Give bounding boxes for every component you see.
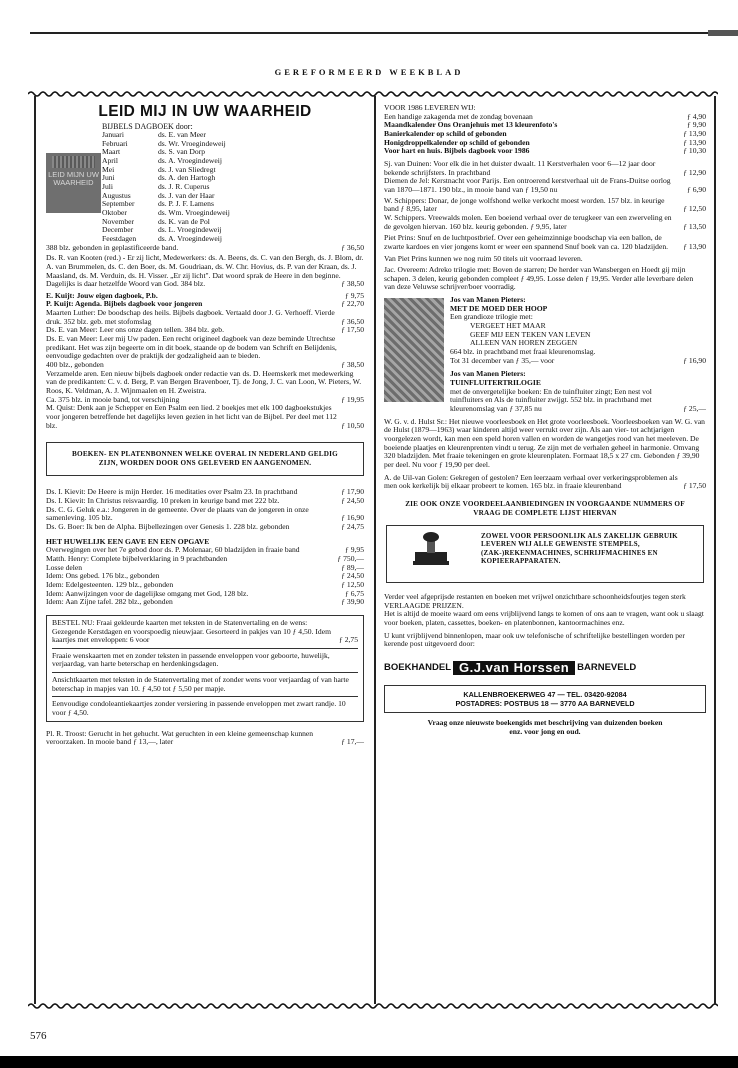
right-border [714,96,716,1004]
ad-title: LEID MIJ IN UW WAARHEID [98,103,312,120]
item-1986: Een handige zakagenda met de zondag bovenaan ƒ 4,90 [384,111,706,121]
duinen-text: Sj. van Duinen: Voor elk die in het duister dwaalt. 11 Kerstverhalen voor 6—12 jaar door bekende schrijfsters. In prachtband [384,158,656,177]
month-row: November ds. K. van de Pol [102,216,210,226]
month-row: Juli ds. J. R. Cuperus [102,181,210,191]
items-1986-list [384,113,706,156]
item-1986: Honigdroppelkalender op schild of gebonden ƒ 13,90 [384,137,706,147]
huwelijk-list [46,546,364,607]
huwelijk-item: Overwegingen over het 7e gebod door ds. P. Molenaar, 60 bladzijden in fraaie band ƒ 9,95 [46,545,364,555]
month-row: September ds. P. J. F. Lamens [102,199,214,209]
overeem-text: Jac. Overeem: Adreko trilogie met: Boven de starren; De herder van Wansbergen en Hoedt gij mijn schapen. 3 delen, keurig gebonden compleet ƒ 49,95. Losse delen ƒ 19,95. Verder alle leverbare delen van deze Veluwse schrijver/boer voorradig. [384,265,694,292]
wave-border-bottom [28,1002,718,1010]
dagboek-price-row: 388 blz. gebonden in geplastificeerde band. ƒ 36,50 [46,242,364,252]
geluk-text: Ds. C. G. Geluk e.a.: Jongeren in de gemeente. Over de plaats van de jongeren in onze samenleving. 105 blz. [46,504,309,523]
verzamelde-aren-text: Verzamelde aren. Een nieuw bijbels dagboek onder redactie van ds. D. Heemskerk met medewerking van de predikanten: C. v. d. Berg, P. van Bergen Bravenboer, Tj. de Jong, J. C. van Loon, W. Pieters, W. Roos, K. Veldman, A. J. Wijnmaalen en H. Zweistra. [46,368,362,396]
month-row: Oktober ds. Wm. Vroegindeweij [102,207,230,217]
month-row: December ds. L. Vroegindeweij [102,225,222,235]
bestellingen-text: U kunt vrijblijvend binnenlopen, maar ook uw telefonische of schriftelijke bestellingen worden per kerende post uitgevoerd door: [384,630,685,649]
month-row: Januari ds. E. van Meer [102,130,206,139]
quist-text: M. Quist: Denk aan je Schepper en Een Psalm een lied. 2 boekjes met elk 100 dagboekstukjes voor jongeren betreffende het dagelijks leven gezien in het licht van de Bijbel. Per deel met 112 blz. [46,403,337,430]
troost-text: Pl. R. Troost: Gerucht in het gehucht. Wat geruchten in een kleine gemeenschap kunnen veroorzaken. In mooie band ƒ 13,—, later [46,728,314,747]
boekengids-text: Vraag onze nieuwste boekengids met beschrijving van duizenden boeken enz. voor jong en oud. [427,717,663,736]
luther-text: Maarten Luther: De boodschap des heils. Bijbels dagboek. Vertaald door J. G. Verhoeff. Vierde druk. 352 blz. geb. met stofomslag [46,308,335,326]
schippers2-text: W. Schippers. Vreewalds molen. Een boeiend verhaal over de terugkeer van een zwerveling en de gevolgen hiervan. 160 blz. keurig gebonden. ƒ 9,95, later [384,212,672,231]
store-logo [384,653,706,683]
zie-ook-notice: ZIE OOK ONZE VOORDEELAANBIEDINGEN IN VOORGAANDE NUMMERS OF VRAAG DE COMPLETE LIJST HIERVAN [405,499,685,517]
month-row: Feestdagen ds. A. Vroegindeweij [102,233,222,243]
book-cover-image: LEID MIJN UW WAARHEID [46,153,101,213]
trilogy-book: GEEF MIJ EEN TEKEN VAN LEVEN [470,329,591,339]
address-box [384,685,706,713]
column-divider [374,96,376,1004]
stempels-box [386,525,704,583]
prins-note: Van Piet Prins kunnen we nog ruim 50 titels uit voorraad leveren. [384,253,583,263]
pieters2-title: TUINFLUITERTRILOGIE [450,378,541,388]
meer1-text: Ds. E. van Meer: Leer ons onze dagen tellen. 384 blz. geb. [46,325,224,335]
address-line-2: POSTADRES: POSTBUS 18 — 3770 AA BARNEVELD [455,698,635,708]
voor-1986-heading: VOOR 1986 LEVEREN WIJ: [384,103,476,112]
top-rule [30,32,724,34]
left-column: LEID MIJ IN UW WAARHEID BIJBELS DAGBOEK door: LEID MIJN UW WAARHEID Januari ds. E. van Meer Februari ds. Wr. Vroegindeweij Maart ds. S. van Dorp April ds. A. Vroegindeweij Mei ds. J. van Sliedregt Juni ds. A. den Hartogh Juli ds. J. R. Cuperus Augustus ds. J. van der Haar September ds. P. J. F. Lamens Oktober ds. Wm. Vroegindeweij November ds. K. van de Pol December ds. L. Vroegindeweij Feestdagen ds. A. Vroegindeweij 388 blz. gebonden in geplastificeerde band. ƒ 36,50 Ds. R. van Kooten (red.) - Er zij licht, Medewerkers: ds. A. Beens, ds. C. van den Bergh, ds. J. Blom, dr. A. van Brummelen, ds. C. den Boer, ds. M. Goudriaan, ds. W. Chr. Hovius, ds. P. van der Kraan, ds. J. Maasland, ds. M. Verduin, ds. H. Visser. „Er zij licht". Dat woord sprak de Heere in den beginne. Dagelijks is daar hetzelfde Woord van God. 384 blz. ƒ 38,50 E. Kuijt: Jouw eigen dagboek, P.b. ƒ 9,75 P. Kuijt: Agenda. Bijbels dagboek voor jongeren ƒ 22,70 Maarten Luther: De boodschap des heils. Bijbels dagboek. Vertaald door J. G. Verhoeff. Vierde druk. 352 blz. geb. met stofomslag ƒ 36,50 Ds. E. van Meer: Leer ons onze dagen tellen. 384 blz. geb. ƒ 17,50 Ds. E. van Meer: Leer mij Uw paden. Een recht origineel dagboek van deze beminde Utrechtse predikant. Het was zijn begeerte om in dit boek, staande op de bodem van Schrift en Belijdenis, eenvoudige gedachten over de praktijk der godzaligheid aan te bieden. 400 blz., gebonden ƒ 38,50 Verzamelde aren. Een nieuw bijbels dagboek onder redactie van ds. D. Heemskerk met medewerking van de predikanten: C. v. d. Berg, P. van Bergen Bravenboer, Tj. de Jong, J. C. van Loon, W. Pieters, W. Roos, K. Veldman, A. J. Wijnmaalen en H. Zweistra. Ca. 375 blz. in mooie band, tot verschijning ƒ 19,95 M. Quist: Denk aan je Schepper en Een Psalm een lied. 2 boekjes met elk 100 dagboekstukjes voor jongeren betreffende het dagelijks leven gezien in het licht van de Bijbel. Per deel met 112 blz. ƒ 10,50 BOEKEN- EN PLATENBONNEN WELKE OVERAL IN NEDERLAND GELDIG ZIJN, WORDEN DOOR ONS GELEVERD EN AANGENOMEN. Ds. I. Kievit: De Heere is mijn Herder. 16 meditaties over Psalm 23. In prachtband ƒ 17,90 Ds. I. Kievit: In Christus reisvaardig. 10 preken in keurige band met 222 blz. ƒ 24,50 Ds. C. G. Geluk e.a.: Jongeren in de gemeente. Over de plaats van de jongeren in onze samenleving. 105 blz. ƒ 16,90 Ds. G. Boer: Ik ben de Alpha. Bijbellezingen over Genesis 1. 228 blz. gebonden ƒ 24,75 HET HUWELIJK EEN GAVE EN EEN OPGAVE Overwegingen over het 7e gebod door ds. P. Molenaar, 60 bladzijden in fraaie band ƒ 9,95 Matth. Henry: Complete bijbelverklaring in 9 prachtbanden ƒ 750,— Losse delen ƒ 89,— Idem: Ons gebed. 176 blz., gebonden ƒ 24,50 Idem: Edelgesteenten. 129 blz., gebonden ƒ 12,50 Idem: Aanwijzingen voor de dagelijkse omgang met God, 128 blz. ƒ 6,75 Idem: Aan Zijne tafel. 282 blz., gebonden ƒ 39,90 BESTEL NU: Fraai gekleurde kaarten met teksten in de Statenvertaling en de wens: Gezegende Kerstdagen en voorspoedig nieuwjaar. Gesorteerd in pakjes van 10 ƒ 4,50. Idem kaartjes met enveloppen: 6 voor ƒ 2,75 Fraaie wenskaarten met en zonder teksten in passende enveloppen voor geboorte, huwelijk, verjaardag, van harte beterschap en herdenkingsdagen. Ansichtkaarten met teksten in de Statenvertaling met of zonder wens voor verjaardag of van harte beterschap in mapjes van 10. ƒ 4,50 tot ƒ 5,50 per mapje. Eenvoudige condoleantiekaartjes zonder versiering in passende enveloppen met zwart randje. 10 voor ƒ 4,50. Pl. R. Troost: Gerucht in het gehucht. Wat geruchten in een kleine gemeenschap kunnen veroorzaken. In mooie band ƒ 13,—, later ƒ 17,— [46,103,364,747]
pieters-block: Jos van Manen Pieters: MET DE MOED DER HOOP Een grandioze trilogie met: VERGEET HET MAAR GEEF MIJ EEN TEKEN VAN LEVEN ALLEEN VAN HOREN ZEGGEN 664 blz. in prachtband met fraai kleurenomslag. Tot 31 december van ƒ 35,— voor ƒ 16,90 Jos van Manen Pieters: TUINFLUITERTRILOGIE met de onvergetelijke boeken: En de tuinfluiter zingt; Een nest vol tuinfluiters en Als de tuinfluiter zwijgt. 552 blz. in prachtband met kleurenomslag van ƒ 37,85 nu ƒ 25,— [384,296,706,414]
item-1986: Banierkalender op schild of gebonden ƒ 13,90 [384,128,706,138]
trilogy-book: VERGEET HET MAAR [470,321,546,331]
huwelijk-item: Matth. Henry: Complete bijbelverklaring in 9 prachtbanden ƒ 750,— [46,553,364,563]
trilogy-book: ALLEEN VAN HOREN ZEGGEN [470,338,578,348]
month-row: Maart ds. S. van Dorp [102,147,206,157]
huwelijk-item: Idem: Aan Zijne tafel. 282 blz., gebonden ƒ 39,90 [46,597,364,607]
kievit2-text: Ds. I. Kievit: In Christus reisvaardig. 10 preken in keurige band met 222 blz. [46,495,280,505]
month-row: Februari ds. Wr. Vroegindeweij [102,138,226,148]
ansichtkaarten-text: Ansichtkaarten met teksten in de Statenvertaling met of zonder wens voor verjaardag of van harte beterschap in mapjes van 10. ƒ 4,50 tot ƒ 5,50 per mapje. [52,676,358,697]
kievit1-text: Ds. I. Kievit: De Heere is mijn Herder. 16 meditaties over Psalm 23. In prachtband [46,487,298,497]
month-author-list [102,131,364,244]
dagboek-subtitle: BIJBELS DAGBOEK door: [102,122,193,131]
month-row: April ds. A. Vroegindeweij [102,155,222,165]
golen-text: A. de Uil-van Golen: Gekregen of gestolen? Een leerzaam verhaal over verkeringsproblemen als men ook kerkelijk bij elkaar probeert te komen. 165 blz. in fraaie kleurenband [384,472,678,491]
kuijt1-text: E. Kuijt: Jouw eigen dagboek, P.b. [46,290,158,300]
page-header: GEREFORMEERD WEEKBLAD [274,67,464,77]
koot-text: Ds. R. van Kooten (red.) - Er zij licht, Medewerkers: ds. A. Beens, ds. C. van den Bergh, ds. J. Blom, dr. A. van Brummelen, ds. C. den Boer, ds. M. Goudriaan, ds. W. Chr. Hovius, ds. P. van der Kraan, ds. J. Maasland, ds. M. Verduin, ds. H. Visser. „Er zij licht". Dat woord sprak de Heere in den beginne. Dagelijks is daar hetzelfde Woord van God. 384 blz. [46,253,364,289]
month-row: Juni ds. A. den Hartogh [102,173,216,183]
trilogy-cover-image [384,298,444,402]
wenskaarten-text: Fraaie wenskaarten met en zonder teksten in passende enveloppen voor geboorte, huwelijk, verjaardag, van harte beterschap en herdenkingsdagen. [52,652,358,673]
right-column: VOOR 1986 LEVEREN WIJ: Een handige zakagenda met de zondag bovenaan ƒ 4,90 Maandkalender Ons Oranjehuis met 13 kleurenfoto's ƒ 9,90 Banierkalender op schild of gebonden ƒ 13,90 Honigdroppelkalender op schild of gebonden ƒ 13,90 Voor hart en huis. Bijbels dagboek voor 1986 ƒ 10,30 Sj. van Duinen: Voor elk die in het duister dwaalt. 11 Kerstverhalen voor 6—12 jaar door bekende schrijfsters. In prachtband ƒ 12,90 Diemen de Jel: Kerstnacht voor Parijs. Een ontroerend kerstverhaal uit de Frans-Duitse oorlog van 1870—1871. 190 blz., in mooie band van ƒ 19,50 nu ƒ 6,90 W. Schippers: Donar, de jonge wolfshond welke verkocht moest worden. 157 blz. in keurige band ƒ 8,95, later ƒ 12,50 W. Schippers. Vreewalds molen. Een boeiend verhaal over de terugkeer van een zwerveling en de gevolgen hiervan. 160 blz. keurig gebonden. ƒ 9,95, later ƒ 13,50 Piet Prins: Snuf en de luchtpostbrief. Over een geheimzinnige boodschap via een ballon, de zwarte kardoes en vier jongens komt er weer een spannend Snuf boek van ca. 120 bladzijden. ƒ 13,90 Van Piet Prins kunnen we nog ruim 50 titels uit voorraad leveren. Jac. Overeem: Adreko trilogie met: Boven de starren; De herder van Wansbergen en Hoedt gij mijn schapen. 3 delen, keurig gebonden compleet ƒ 49,95. Losse delen ƒ 19,95. Verder alle leverbare delen van deze Veluwse schrijver/boer voorradig. Jos van Manen Pieters: MET DE MOED DER HOOP Een grandioze trilogie met: VERGEET HET MAAR GEEF MIJ EEN TEKEN VAN LEVEN ALLEEN VAN HOREN ZEGGEN 664 blz. in prachtband met fraai kleurenomslag. Tot 31 december van ƒ 35,— voor ƒ 16,90 Jos van Manen Pieters: TUINFLUITERTRILOGIE met de onvergetelijke boeken: En de tuinfluiter zingt; Een nest vol tuinfluiters en Als de tuinfluiter zwijgt. 552 blz. in prachtband met kleurenomslag van ƒ 37,85 nu ƒ 25,— W. G. v. d. Hulst Sr.: Het nieuwe voorleesboek en Het grote voorleesboek. Voorleesboeken van W. G. van de Hulst (1879—1963) waar kinderen altijd weer verrukt over zijn. Als aan vier- tot achtjarigen voorgelezen wordt, kan men een speld horen vallen en worden de wangetjes rood van het meeleven. De boeiende plaatjes en kleurenprenten vindt u terug. Ze zijn met de verhalen geheel in harmonie. Omvang 320 bladzijden. Met fraaie tekeningen en grote kleurenplaten. Formaat 18,5 x 27 cm. Gebonden ƒ 39,90 per deel. Nu voor ƒ 19,90 per deel. A. de Uil-van Golen: Gekregen of gestolen? Een leerzaam verhaal over verkeringsproblemen als men ook kerkelijk bij elkaar probeert te komen. 165 blz. in fraaie kleurenband ƒ 17,50 ZIE OOK ONZE VOORDEELAANBIEDINGEN IN VOORGAANDE NUMMERS OF VRAAG DE COMPLETE LIJST HIERVAN ZOWEL VOOR PERSOONLIJK ALS ZAKELIJK GEBRUIK LEVEREN WIJ ALLE GEWENSTE STEMPELS, (ZAK-)REKENMACHINES, SCHRIJFMACHINES EN KOPIEERAPPARATEN. Verder veel afgeprijsde restanten en boeken met vrijwel onzichtbare schoonheidsfoutjes tegen sterk VERLAAGDE PRIJZEN. Het is altijd de moeite waard om eens vrijblijvend langs te komen of ons aan te vragen, want ook u slaagt voor boeken, platen, cassettes, boeken- en platenbonnen, kantoormachines enz. U kunt vrijblijvend binnenlopen, maar ook uw telefonische of schriftelijke bestellingen worden per kerende post uitgevoerd door: BOEKHANDEL G.J.van Horssen BARNEVELD KALLENBROEKERWEG 47 — TEL. 03420-92084 POSTADRES: POSTBUS 18 — 3770 AA BARNEVELD Vraag onze nieuwste boekengids met beschrijving van duizenden boeken enz. voor jong en oud. [384,103,706,736]
langskomen-text: Het is altijd de moeite waard om eens vrijblijvend langs te komen of ons aan te vragen, want ook u slaagt voor boeken, platen, cassettes, boeken- en platenbonnen, kantoormachines enz. [384,609,704,627]
month-row: Augustus ds. J. van der Haar [102,190,215,200]
kaarten-box: BESTEL NU: Fraai gekleurde kaarten met teksten in de Statenvertaling en de wens: Gezegende Kerstdagen en voorspoedig nieuwjaar. Gesorteerd in pakjes van 10 ƒ 4,50. Idem kaartjes met enveloppen: 6 voor ƒ 2,75 Fraaie wenskaarten met en zonder teksten in passende enveloppen voor geboorte, huwelijk, verjaardag, van harte beterschap en herdenkingsdagen. Ansichtkaarten met teksten in de Statenvertaling met of zonder wens voor verjaardag of van harte beterschap in mapjes van 10. ƒ 4,50 tot ƒ 5,50 per mapje. Eenvoudige condoleantiekaartjes zonder versiering in passende enveloppen met zwart randje. 10 voor ƒ 4,50. [46,615,364,722]
hulst-text: W. G. v. d. Hulst Sr.: Het nieuwe voorleesboek en Het grote voorleesboek. Voorleesboeken van W. G. van de Hulst (1879—1963) waar kinderen altijd weer verrukt over zijn. Als aan vier- tot achtjarigen voorgelezen wordt, kan men een speld horen vallen en worden de wangetjes rood van het meeleven. De boeiende plaatjes en kleurenprenten vindt u terug. Ze zijn met de verhalen geheel in harmonie. Omvang 320 bladzijden. Met fraaie tekeningen en grote kleurenplaten. Formaat 18,5 x 27 cm. Gebonden ƒ 39,90 per deel. Nu voor ƒ 19,90 per deel. [384,416,705,469]
month-row: Mei ds. J. van Sliedregt [102,164,216,174]
pieters1-title: MET DE MOED DER HOOP [450,303,548,313]
wave-border-top [28,90,718,98]
dagboek-block [46,122,364,244]
bottom-edge-bar [0,1056,738,1068]
huwelijk-item: Losse delen ƒ 89,— [46,562,364,572]
restanten-text: Verder veel afgeprijsde restanten en boeken met vrijwel onzichtbare schoonheidsfoutjes tegen sterk VERLAAGDE PRIJZEN. [384,591,686,610]
left-border [34,96,36,1004]
top-right-mark [708,30,738,36]
page-number: 576 [30,1030,47,1042]
kuijt2-text: P. Kuijt: Agenda. Bijbels dagboek voor jongeren [46,299,203,309]
stamp-icon [409,530,453,568]
schippers1-text: W. Schippers: Donar, de jonge wolfshond welke verkocht moest worden. 157 blz. in keurige band ƒ 8,95, later [384,195,665,214]
huwelijk-item: Idem: Edelgesteenten. 129 blz., gebonden ƒ 12,50 [46,579,364,589]
prins-text: Piet Prins: Snuf en de luchtpostbrief. Over een geheimzinnige boodschap via een ballon, de zwarte kardoes en vier jongens komt er weer een spannend Snuf boek van ca. 120 bladzijden. [384,233,669,251]
huwelijk-item: Idem: Ons gebed. 176 blz., gebonden ƒ 24,50 [46,571,364,581]
bestel-text: BESTEL NU: Fraai gekleurde kaarten met teksten in de Statenvertaling en de wens: Gezegende Kerstdagen en voorspoedig nieuwjaar. Gesorteerd in pakjes van 10 ƒ 4,50. Idem kaartjes met enveloppen: 6 voor [52,617,331,645]
stempels-text: ZOWEL VOOR PERSOONLIJK ALS ZAKELIJK GEBRUIK LEVEREN WIJ ALLE GEWENSTE STEMPELS, (ZAK-)REKENMACHINES, SCHRIJFMACHINES EN KOPIEERAPPARATEN. [481,531,678,566]
koot-price: ƒ 38,50 [341,279,364,289]
jel-text: Diemen de Jel: Kerstnacht voor Parijs. Een ontroerend kerstverhaal uit de Frans-Duitse oorlog van 1870—1871. 190 blz., in mooie band van ƒ 19,50 nu [384,176,671,194]
boer-text: Ds. G. Boer: Ik ben de Alpha. Bijbellezingen over Genesis 1. 228 blz. gebonden [46,521,290,531]
huwelijk-heading: HET HUWELIJK EEN GAVE EN EEN OPGAVE [46,536,210,546]
trilogy-book-list [450,322,706,348]
logo-left-text: BOEKHANDEL [384,661,452,673]
condoleantie-text: Eenvoudige condoleantiekaartjes zonder versiering in passende enveloppen met zwart randje. 10 voor ƒ 4,50. [52,699,346,718]
item-1986: Voor hart en huis. Bijbels dagboek voor 1986 ƒ 10,30 [384,146,706,156]
bonnen-box: BOEKEN- EN PLATENBONNEN WELKE OVERAL IN NEDERLAND GELDIG ZIJN, WORDEN DOOR ONS GELEVERD EN AANGENOMEN. [46,442,364,476]
logo-name: G.J.van Horssen [453,661,575,676]
meer2-text: Ds. E. van Meer: Leer mij Uw paden. Een recht origineel dagboek van deze beminde Utrechtse predikant. Het was zijn begeerte om in dit boek, staande op de bodem van Schrift en Belijdenis, eenvoudige gedachten over de praktijk der godzaligheid aan te bieden. [46,334,337,361]
logo-right-text: BARNEVELD [577,661,637,673]
huwelijk-item: Idem: Aanwijzingen voor de dagelijkse omgang met God, 128 blz. ƒ 6,75 [46,588,364,598]
item-1986: Maandkalender Ons Oranjehuis met 13 kleurenfoto's ƒ 9,90 [384,120,706,130]
address-line-1: KALLENBROEKERWEG 47 — TEL. 03420-92084 [463,689,627,699]
